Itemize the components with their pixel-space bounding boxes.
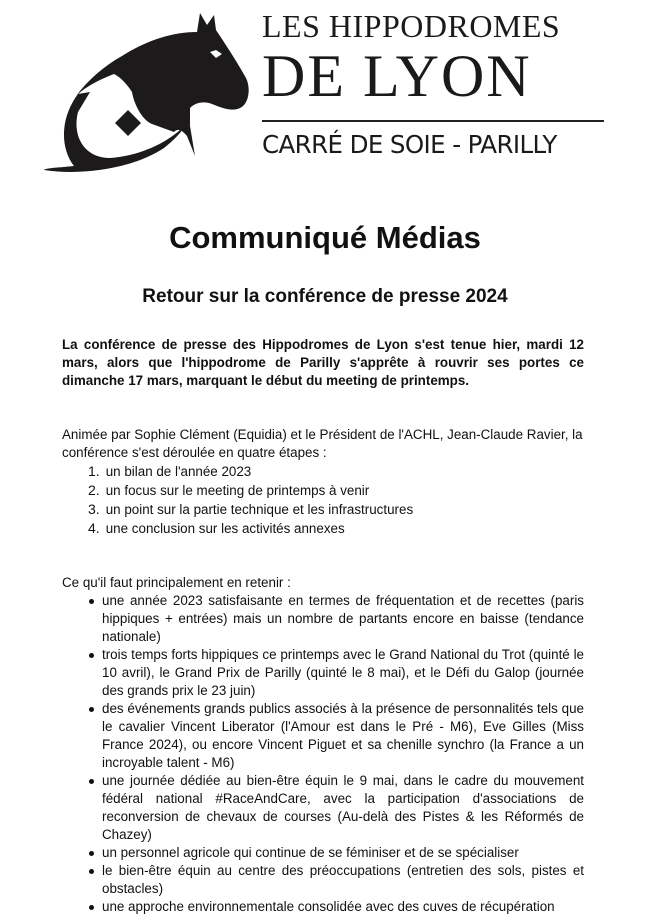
bullet-icon — [89, 905, 94, 910]
list-item — [88, 481, 584, 500]
bullet-icon — [89, 851, 94, 856]
bullet-icon — [89, 869, 94, 874]
list-item — [88, 462, 584, 481]
logo-divider — [262, 120, 604, 122]
list-item — [102, 772, 584, 844]
logo-line-de-lyon: DE LYON — [262, 43, 532, 109]
list-number: 1. — [88, 463, 100, 479]
list-item-text: une conclusion sur les activités annexes — [105, 521, 345, 536]
list-item — [102, 844, 584, 862]
list-item-text: une approche environnementale consolidée avec des cuves de récupération — [102, 899, 555, 914]
logo-line-location: CARRÉ DE SOIE - PARILLY — [262, 130, 557, 159]
horse-head-logo-icon — [44, 8, 254, 178]
list-number: 4. — [88, 520, 100, 536]
list-item — [102, 898, 584, 916]
list-item-text: un bilan de l'année 2023 — [105, 464, 252, 479]
takeaways-list — [62, 592, 584, 916]
logo-line-les-hippodromes: LES HIPPODROMES — [262, 8, 561, 44]
document-body — [62, 336, 584, 916]
lead-paragraph: La conférence de presse des Hippodromes de Lyon s'est tenue hier, mardi 12 mars, alors que l'hippodrome de Parilly s'apprête à rouvrir ses portes ce dimanche 17 mars, marquant le début du meeting de printemps. — [62, 337, 584, 388]
document-subtitle: Retour sur la conférence de presse 2024 — [142, 286, 508, 307]
list-item — [102, 646, 584, 700]
conference-steps-list — [62, 462, 584, 538]
organization-logo-text — [262, 8, 612, 160]
list-item — [88, 519, 584, 538]
bullet-icon — [89, 779, 94, 784]
list-item-text: une journée dédiée au bien-être équin le 9 mai, dans le cadre du mouvement fédéral national #RaceAndCare, avec la participation d'associations de reconversion de chevaux de courses (Au-delà des Pistes & les Réformés de Chazey) — [102, 773, 584, 842]
list-item — [102, 862, 584, 898]
list-item-text: un point sur la partie technique et les infrastructures — [105, 502, 414, 517]
list-item — [102, 700, 584, 772]
document-title: Communiqué Médias — [169, 220, 481, 255]
takeaways-intro: Ce qu'il faut principalement en retenir : — [62, 575, 291, 590]
bullet-icon — [89, 653, 94, 658]
list-number: 2. — [88, 482, 100, 498]
list-item-text: des événements grands publics associés à la présence de personnalités tels que le cavalier Vincent Liberator (l'Amour est dans le Pré - M6), Eve Gilles (Miss France 2024), ou encore Vincent Piguet et sa chenille synchro (la France a un incroyable talent - M6) — [102, 701, 584, 770]
list-item-text: le bien-être équin au centre des préoccupations (entretien des sols, pistes et obstacles) — [102, 863, 584, 896]
list-item-text: trois temps forts hippiques ce printemps avec le Grand National du Trot (quinté le 10 avril), le Grand Prix de Parilly (quinté le 8 mai), et le Défi du Galop (journée des grands prix le 23 juin) — [102, 647, 584, 698]
bullet-icon — [89, 599, 94, 604]
list-item-text: une année 2023 satisfaisante en termes de fréquentation et de recettes (paris hippiques + entrées) mais un nombre de partants encore en baisse (tendance nationale) — [102, 593, 584, 644]
list-item — [88, 500, 584, 519]
intro-paragraph: Animée par Sophie Clément (Equidia) et le Président de l'ACHL, Jean-Claude Ravier, la conférence s'est déroulée en quatre étapes : — [62, 427, 583, 460]
list-item-text: un personnel agricole qui continue de se féminiser et de se spécialiser — [102, 845, 519, 860]
list-number: 3. — [88, 501, 100, 517]
bullet-icon — [89, 707, 94, 712]
letterhead — [0, 0, 650, 190]
list-item-text: un focus sur le meeting de printemps à venir — [105, 483, 370, 498]
list-item — [102, 592, 584, 646]
